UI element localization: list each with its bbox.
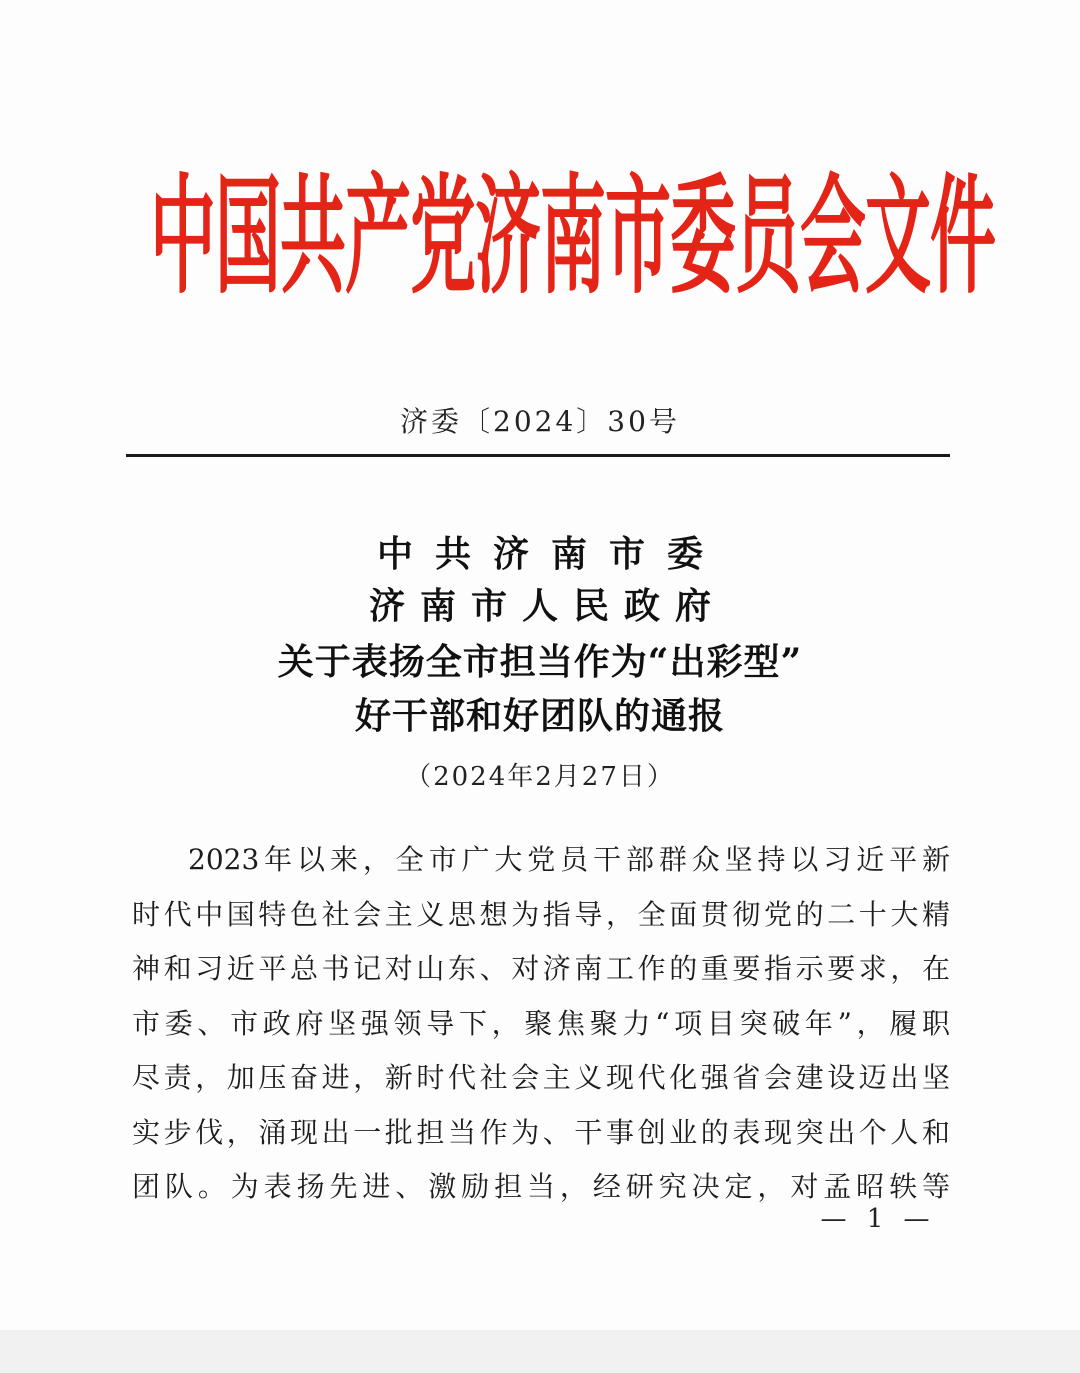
masthead-char: 市: [605, 161, 671, 313]
title-line-3: 关于表扬全市担当作为“出彩型”: [277, 641, 803, 683]
document-number: 济委〔2024〕30号: [400, 405, 680, 438]
title-line-2: 济南市人民政府: [368, 585, 726, 627]
body-line: 2023年以来，全市广大党员干部群众坚持以习近平新: [188, 843, 950, 876]
masthead-char: 共: [280, 161, 346, 313]
body-line: 尽责，加压奋进，新时代社会主义现代化强省会建设迈出坚: [132, 1061, 950, 1094]
masthead-char: 国: [215, 161, 281, 313]
title-line-1: 中共济南市委: [376, 533, 725, 575]
body-line: 神和习近平总书记对山东、对济南工作的重要指示要求，在: [132, 952, 950, 985]
masthead-char: 会: [800, 161, 866, 313]
masthead-char: 南: [540, 161, 606, 313]
masthead-char: 济: [475, 161, 541, 313]
masthead-char: 委: [670, 161, 736, 313]
masthead-char: 产: [345, 161, 411, 313]
body-line: 实步伐，涌现出一批担当作为、干事创业的表现突出个人和: [132, 1115, 950, 1149]
masthead-char: 件: [930, 161, 996, 313]
title-line-4: 好干部和好团队的通报: [354, 695, 725, 737]
body-text: [132, 833, 950, 1215]
document-masthead: [150, 161, 996, 313]
document-date: （2024年2月27日）: [405, 762, 675, 792]
body-line: 团队。为表扬先进、激励担当，经研究决定，对孟昭轶等: [132, 1170, 950, 1203]
masthead-char: 文: [865, 161, 931, 313]
page-number: — 1 —: [820, 1204, 936, 1234]
header-divider: [126, 454, 950, 457]
body-line: 市委、市政府坚强领导下，聚焦聚力“项目突破年”，履职: [132, 1006, 950, 1040]
masthead-char: 员: [735, 161, 801, 313]
scan-bottom-edge: [0, 1330, 1080, 1373]
masthead-char: 党: [410, 161, 476, 313]
masthead-char: 中: [150, 161, 216, 313]
body-line: 时代中国特色社会主义思想为指导，全面贯彻党的二十大精: [132, 897, 950, 931]
